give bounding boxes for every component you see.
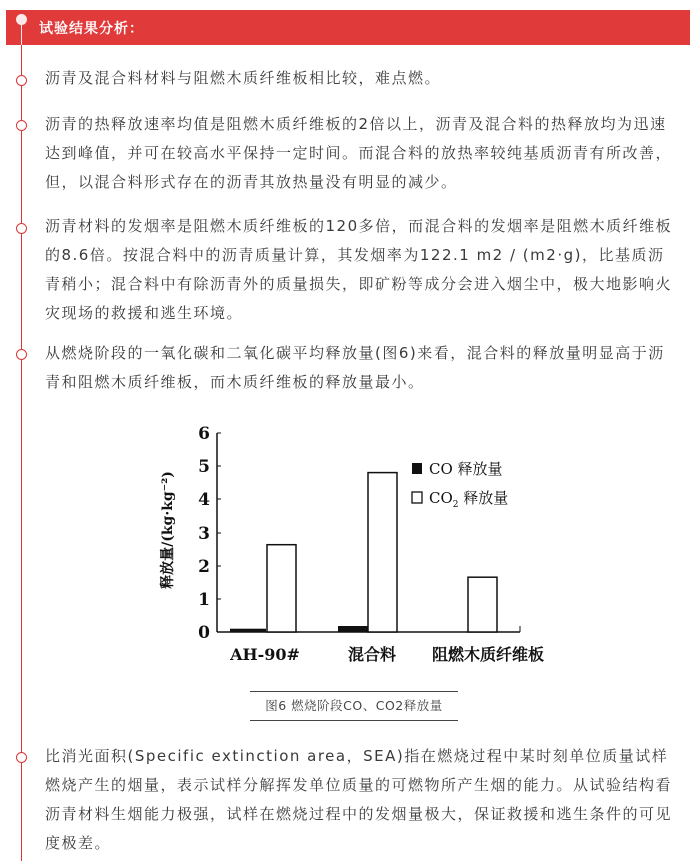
y-tick-2: 2 — [198, 557, 210, 577]
timeline-node-icon — [16, 349, 27, 360]
timeline-line — [21, 24, 22, 861]
y-tick-1: 1 — [198, 590, 210, 610]
figure-6-chart — [150, 420, 570, 680]
bar-board-co2 — [468, 577, 497, 632]
bar-mix-co2 — [368, 473, 397, 632]
bar-ah90-co2 — [267, 545, 296, 632]
paragraph-2: 沥青的热释放速率均值是阻燃木质纤维板的2倍以上，沥青及混合料的热释放均为迅速达到峰值，并可在较高水平保持一定时间。而混合料的放热率较纯基质沥青有所改善，但，以混合料形式存在的沥青其放热量没有明显的减少。 — [45, 115, 673, 191]
timeline-node-icon — [16, 75, 27, 86]
y-axis-label: 释放量/(kg·kg⁻²) — [160, 471, 176, 589]
paragraph-5: 比消光面积(Specific extinction area，SEA)指在燃烧过程中某时刻单位质量试样燃烧产生的烟量，表示试样分解挥发单位质量的可燃物所产生烟的能力。从试验结构看沥青材料生烟能力极强，试样在燃烧过程中的发烟量极大，保证救援和逃生条件的可见度极差。 — [45, 747, 673, 852]
x-label-board: 阻燃木质纤维板 — [431, 645, 545, 664]
y-tick-0: 0 — [198, 623, 210, 643]
legend-co-label: CO 释放量 — [429, 460, 503, 478]
paragraph-4: 从燃烧阶段的一氧化碳和二氧化碳平均释放量(图6)来看，混合料的释放量明显高于沥青和阻燃木质纤维板，而木质纤维板的释放量最小。 — [45, 344, 665, 391]
bar-mix-co — [338, 626, 369, 632]
legend-co2-swatch-icon — [412, 492, 422, 503]
y-tick-5: 5 — [198, 457, 210, 477]
timeline-node-icon — [16, 223, 27, 234]
section-title: 试验结果分析： — [39, 21, 144, 37]
header-stem — [21, 24, 22, 45]
timeline-node-icon — [16, 752, 27, 763]
bar-ah90-co — [230, 629, 266, 632]
figure-caption: 图6 燃烧阶段CO、CO2释放量 — [250, 691, 458, 721]
x-label-ah90: AH-90# — [230, 645, 300, 664]
legend-co-swatch-icon — [412, 463, 422, 474]
paragraph-3: 沥青材料的发烟率是阻燃木质纤维板的120多倍，而混合料的发烟率是阻燃木质纤维板的8.6倍。按混合料中的沥青质量计算，其发烟率为122.1 m2 / (m2·g)，比基质沥青稍小；混合料中有除沥青外的质量损失，即矿粉等成分会进入烟尘中，极大地影响火灾现场的救援和逃生环境。 — [45, 217, 673, 322]
y-tick-4: 4 — [198, 490, 210, 510]
legend-co2-label: $CO_2$ 释放量 — [429, 489, 509, 510]
timeline-node-icon — [16, 120, 27, 131]
y-tick-3: 3 — [198, 524, 210, 544]
timeline-head-dot-icon — [16, 14, 27, 25]
x-label-mix: 混合料 — [347, 645, 397, 664]
y-tick-6: 6 — [198, 424, 210, 444]
paragraph-1: 沥青及混合料材料与阻燃木质纤维板相比较，难点燃。 — [45, 69, 442, 87]
